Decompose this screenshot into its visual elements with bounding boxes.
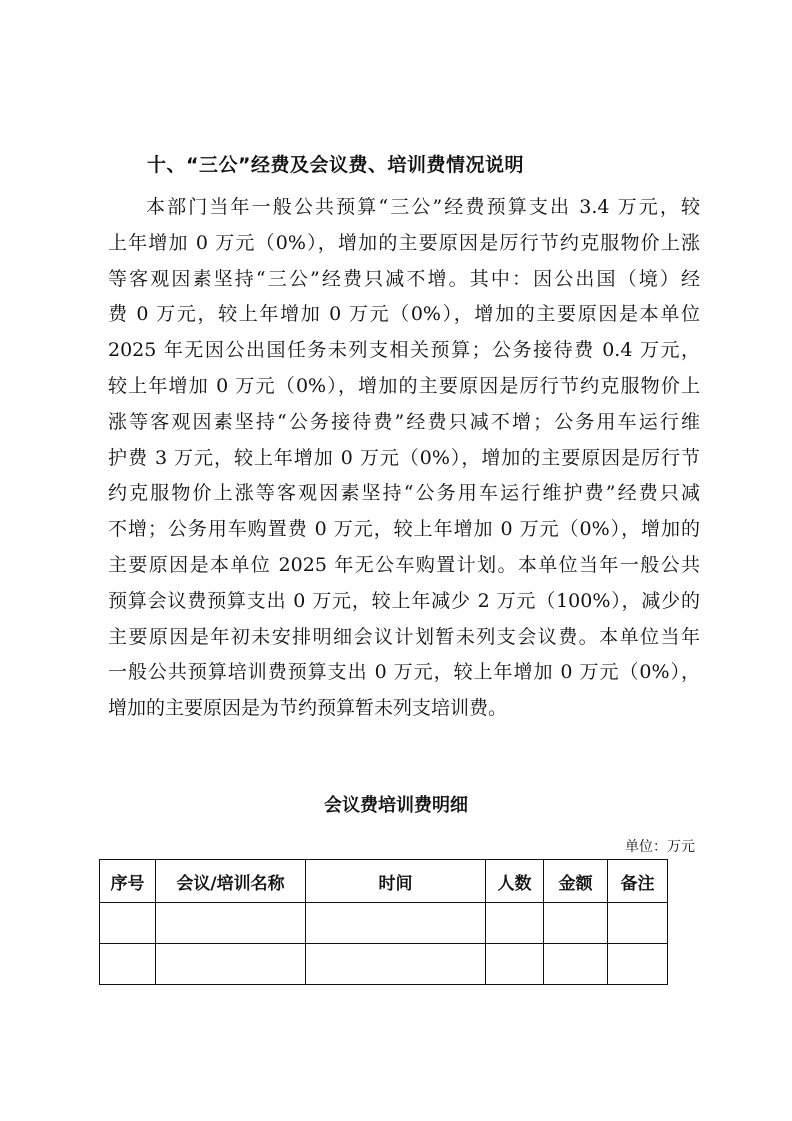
table-cell: [608, 944, 668, 985]
table-header-row: [100, 860, 668, 903]
paragraph-line: 费 0 万元，较上年增加 0 万元（0%），增加的主要原因是本单位: [108, 303, 700, 326]
table-cell: [100, 903, 156, 944]
paragraph-line: 等客观因素坚持“三公”经费只减不增。其中：因公出国（境）经: [108, 267, 700, 290]
paragraph-line: 主要原因是年初未安排明细会议计划暂未列支会议费。本单位当年: [108, 625, 700, 648]
column-header-time: 时间: [306, 860, 486, 903]
paragraph-line: 预算会议费预算支出 0 万元，较上年减少 2 万元（100%），减少的: [108, 589, 700, 612]
table-cell: [100, 944, 156, 985]
paragraph-line: 本部门当年一般公共预算“三公”经费预算支出 3.4 万元，较: [146, 196, 700, 218]
explanation-paragraph: [108, 190, 700, 727]
paragraph-line: 2025 年无因公出国任务未列支相关预算；公务接待费 0.4 万元，: [108, 339, 700, 362]
table-cell: [486, 944, 544, 985]
table-cell: [156, 944, 306, 985]
unit-label: 单位：万元: [625, 839, 695, 855]
table-cell: [544, 944, 608, 985]
table-cell: [156, 903, 306, 944]
paragraph-line: 涨等客观因素坚持“公务接待费”经费只减不增；公务用车运行维: [108, 410, 700, 433]
column-header-index: 序号: [100, 860, 156, 903]
table-cell: [608, 903, 668, 944]
paragraph-line: 较上年增加 0 万元（0%），增加的主要原因是厉行节约克服物价上: [108, 374, 700, 397]
section-heading: 十、“三公”经费及会议费、培训费情况说明: [147, 154, 524, 176]
column-header-amount: 金额: [544, 860, 608, 903]
table-cell: [306, 944, 486, 985]
column-header-remarks: 备注: [608, 860, 668, 903]
meeting-training-table: [99, 859, 668, 985]
table-cell: [544, 903, 608, 944]
table-cell: [306, 903, 486, 944]
paragraph-line: 护费 3 万元，较上年增加 0 万元（0%），增加的主要原因是厉行节: [108, 446, 700, 469]
table-cell: [486, 903, 544, 944]
paragraph-line: 增加的主要原因是为节约预算暂未列支培训费。: [108, 697, 508, 720]
table-row: [100, 903, 668, 944]
paragraph-line: 不增；公务用车购置费 0 万元，较上年增加 0 万元（0%），增加的: [108, 518, 700, 541]
paragraph-line: 一般公共预算培训费预算支出 0 万元，较上年增加 0 万元（0%），: [108, 661, 700, 684]
paragraph-line: 约克服物价上涨等客观因素坚持“公务用车运行维护费”经费只减: [108, 482, 700, 505]
table-row: [100, 944, 668, 985]
column-header-count: 人数: [486, 860, 544, 903]
table-title: 会议费培训费明细: [324, 795, 468, 816]
column-header-name: 会议/培训名称: [156, 860, 306, 903]
paragraph-line: 主要原因是本单位 2025 年无公车购置计划。本单位当年一般公共: [108, 553, 700, 576]
paragraph-line: 上年增加 0 万元（0%），增加的主要原因是厉行节约克服物价上涨: [108, 231, 700, 254]
